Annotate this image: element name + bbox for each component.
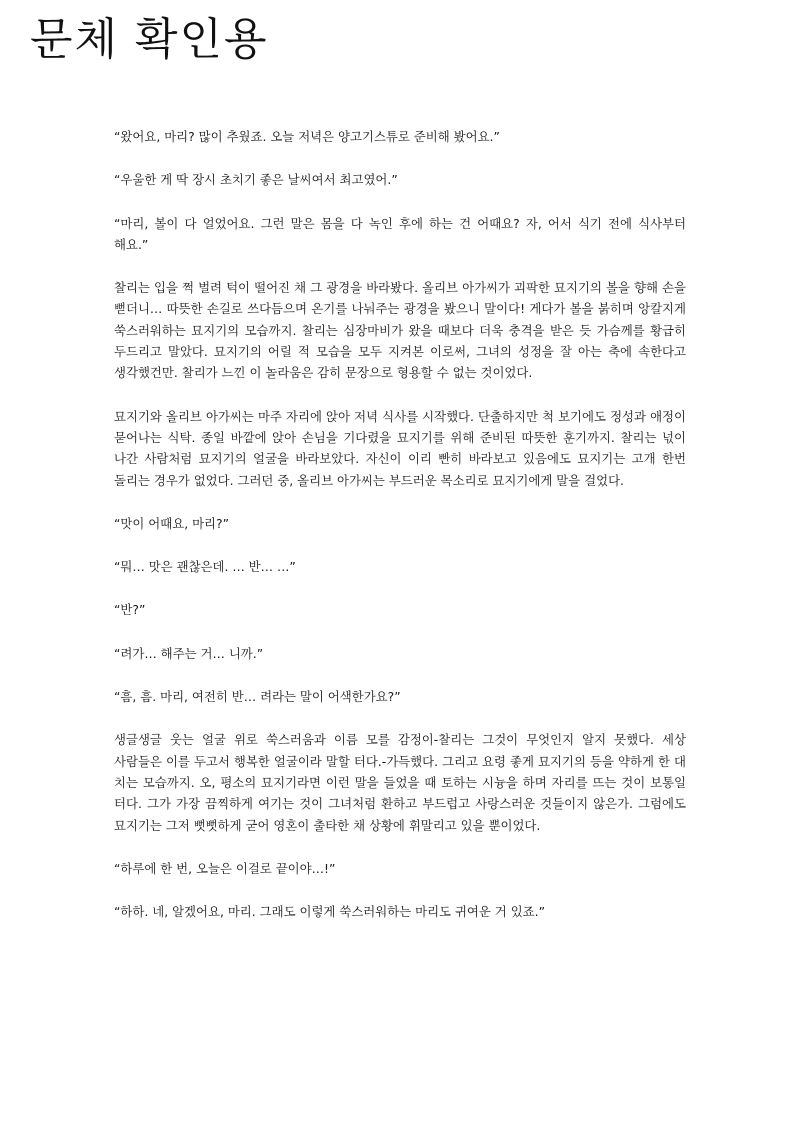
paragraph-dialogue: “하루에 한 번, 오늘은 이걸로 끝이야…!” — [114, 860, 336, 876]
paragraph-dialogue: “왔어요, 마리? 많이 추웠죠. 오늘 저녁은 양고기스튜로 준비해 봤어요.” — [114, 129, 500, 144]
paragraph-dialogue: “하하. 네, 알겠어요, 마리. 그래도 이렇게 쑥스러워하는 마리도 귀여운 거 있죠.” — [114, 904, 545, 920]
paragraph-dialogue: “흠, 흠. 마리, 여전히 반… 려라는 말이 어색한가요?” — [114, 689, 401, 705]
paragraph-narration: 생글생글 웃는 얼굴 위로 쑥스러움과 이름 모를 감정이-찰리는 그것이 무엇인지 알지 못했다. 세상 사람들은 이를 두고서 행복한 얼굴이라 말할 터다.-가득했다. 그리고 요령 좋게 묘지기의 등을 약하게 한 대 치는 모습까지. 오, 평소의 묘지기라면 이런 말을 들었을 때 토하는 시늉을 하며 자리를 뜨는 것이 보통일 터다. 그가 가장 끔찍하게 여기는 것이 그녀처럼 환하고 부드럽고 사랑스러운 것들이지 않은가. 그럼에도 묘지기는 그저 뻣뻣하게 굳어 영혼이 출타한 채 상황에 휘말리고 있을 뿐이었다. — [114, 732, 686, 833]
paragraph-narration: 찰리는 입을 쩍 벌려 턱이 떨어진 채 그 광경을 바라봤다. 올리브 아가씨가 괴팍한 묘지기의 볼을 향해 손을 뻗더니… 따뜻한 손길로 쓰다듬으며 온기를 나눠주는 광경을 봤으니 말이다! 게다가 볼을 붉히며 앙칼지게 쑥스러워하는 묘지기의 모습까지. 찰리는 심장마비가 왔을 때보다 더욱 충격을 받은 듯 가슴께를 황급히 두드리고 말았다. 묘지기의 어릴 적 모습을 모두 지켜본 이로써, 그녀의 성정을 잘 아는 축에 속한다고 생각했건만. 찰리가 느낀 이 놀라움은 감히 문장으로 형용할 수 없는 것이었다. — [114, 280, 686, 381]
paragraph-dialogue: “마리, 볼이 다 얼었어요. 그런 말은 몸을 다 녹인 후에 하는 건 어때요? 자, 어서 식기 전에 식사부터 해요.” — [114, 215, 686, 252]
paragraph-dialogue: “반?” — [114, 602, 146, 618]
page-title: 문체 확인용 — [30, 14, 269, 65]
paragraph-dialogue: “뭐… 맛은 괜찮은데. … 반… …” — [114, 559, 296, 575]
paragraph-narration: 묘지기와 올리브 아가씨는 마주 자리에 앉아 저녁 식사를 시작했다. 단출하지만 척 보기에도 정성과 애정이 묻어나는 식탁. 종일 바깥에 앉아 손님을 기다렸을 묘지기를 위해 준비된 따뜻한 훈기까지. 찰리는 넋이 나간 사람처럼 묘지기의 얼굴을 바라보았다. 자신이 이리 빤히 바라보고 있음에도 묘지기는 고개 한번 돌리는 경우가 없었다. 그러던 중, 올리브 아가씨는 부드러운 목소리로 묘지기에게 말을 걸었다. — [114, 408, 686, 488]
document-body — [114, 126, 686, 944]
paragraph-dialogue: “맛이 어때요, 마리?” — [114, 515, 230, 531]
paragraph-dialogue: “려가… 해주는 거… 니까.” — [114, 645, 264, 661]
paragraph-dialogue: “우울한 게 딱 장시 초치기 좋은 날씨여서 최고였어.” — [114, 172, 398, 188]
